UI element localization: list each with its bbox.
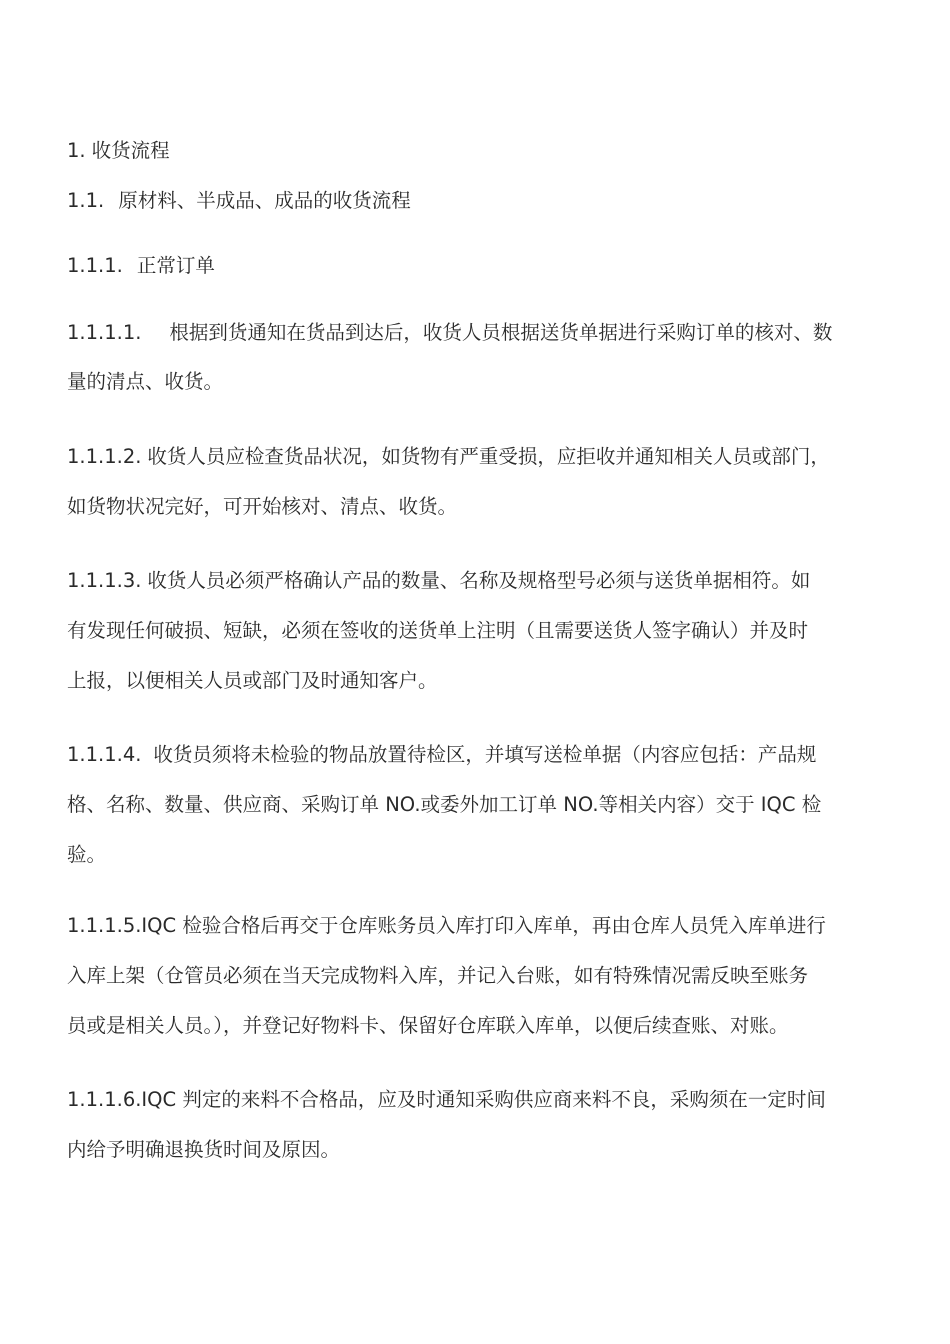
heading-level-3 (67, 252, 887, 280)
heading-level-1 (67, 137, 887, 165)
heading-text: 原材料、半成品、成品的收货流程 (118, 189, 411, 212)
paragraph-item-4-line-3 (67, 841, 887, 869)
paragraph-item-5-line-1 (67, 912, 887, 940)
heading-number: 1.1. (67, 189, 105, 212)
paragraph-item-3-line-2 (67, 617, 887, 645)
item-text: 收货人员必须严格确认产品的数量、名称及规格型号必须与送货单据相符。如 (147, 569, 811, 592)
paragraph-item-5-line-2 (67, 962, 887, 990)
paragraph-item-3-line-1 (67, 567, 887, 595)
item-text: 验。 (67, 843, 107, 866)
item-text: 入库上架（仓管员必须在当天完成物料入库，并记入台账，如有特殊情况需反映至账务 (67, 964, 809, 987)
paragraph-item-4-line-2 (67, 791, 887, 819)
item-text: IQC 判定的来料不合格品，应及时通知采购供应商来料不良，采购须在一定时间 (141, 1088, 826, 1111)
item-number: 1.1.1.3. (67, 569, 142, 592)
paragraph-item-6-line-2 (67, 1136, 887, 1164)
paragraph-item-3-line-3 (67, 667, 887, 695)
item-number: 1.1.1.4. (67, 743, 142, 766)
item-text: 量的清点、收货。 (67, 370, 224, 393)
item-text: IQC 检验合格后再交于仓库账务员入库打印入库单，再由仓库人员凭入库单进行 (141, 914, 826, 937)
paragraph-item-1-line-2 (67, 368, 887, 396)
item-text: 上报，以便相关人员或部门及时通知客户。 (67, 669, 438, 692)
paragraph-item-1-line-1 (67, 319, 887, 347)
heading-number: 1.1.1. (67, 254, 123, 277)
item-number: 1.1.1.1. (67, 321, 142, 344)
paragraph-item-6-line-1 (67, 1086, 887, 1114)
paragraph-item-2-line-2 (67, 493, 887, 521)
item-text: 收货员须将未检验的物品放置待检区，并填写送检单据（内容应包括：产品规 (153, 743, 817, 766)
item-number: 1.1.1.2. (67, 445, 142, 468)
item-text: 收货人员应检查货品状况，如货物有严重受损，应拒收并通知相关人员或部门， (147, 445, 830, 468)
paragraph-item-2-line-1 (67, 443, 887, 471)
paragraph-item-4-line-1 (67, 741, 887, 769)
item-text: 如货物状况完好，可开始核对、清点、收货。 (67, 495, 458, 518)
item-text: 有发现任何破损、短缺，必须在签收的送货单上注明（且需要送货人签字确认）并及时 (67, 619, 809, 642)
item-number: 1.1.1.5. (67, 914, 142, 937)
item-text: 内给予明确退换货时间及原因。 (67, 1138, 341, 1161)
heading-level-2 (67, 187, 887, 215)
item-text: 格、名称、数量、供应商、采购订单 NO.或委外加工订单 NO.等相关内容）交于 IQC 检 (67, 793, 822, 816)
paragraph-item-5-line-3 (67, 1012, 887, 1040)
item-text: 员或是相关人员。），并登记好物料卡、保留好仓库联入库单，以便后续查账、对账。 (67, 1014, 789, 1037)
item-number: 1.1.1.6. (67, 1088, 142, 1111)
heading-text: 收货流程 (91, 139, 170, 162)
item-text: 根据到货通知在货品到达后，收货人员根据送货单据进行采购订单的核对、数 (169, 321, 833, 344)
heading-text: 正常订单 (136, 254, 215, 277)
heading-number: 1. (67, 139, 86, 162)
